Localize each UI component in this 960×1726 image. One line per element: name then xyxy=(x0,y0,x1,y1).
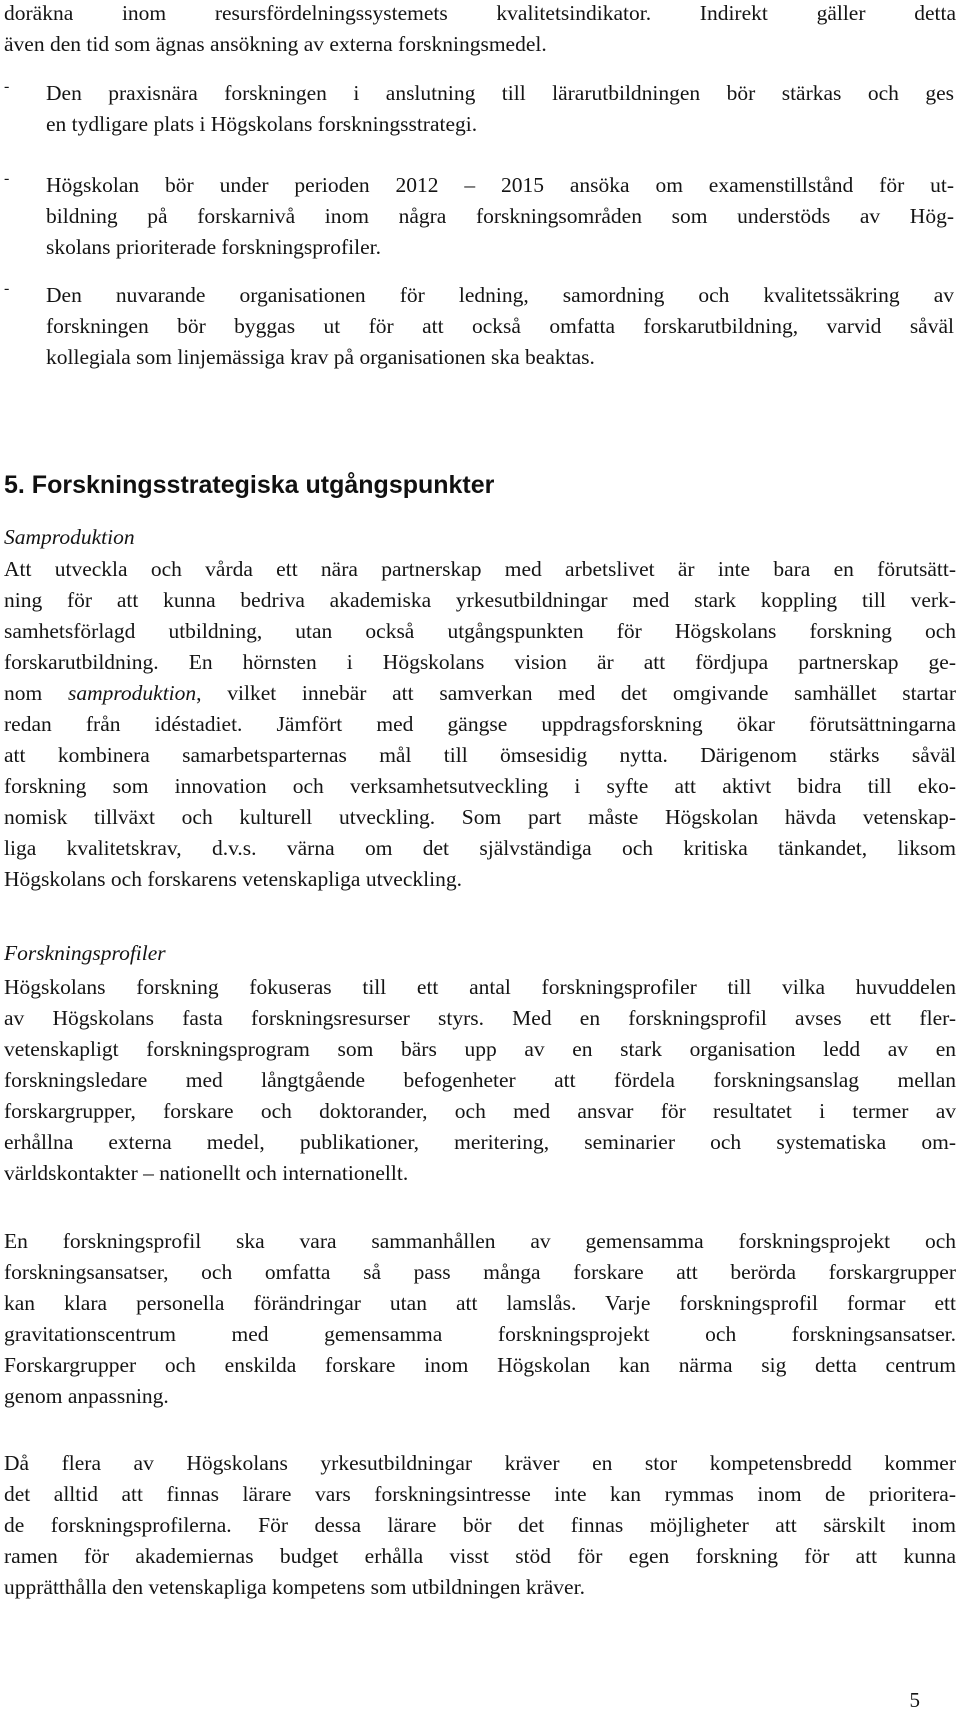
profiler-p1-line-7: världskontakter – nationellt och internationellt. xyxy=(4,1161,409,1185)
bullet-2-line-2: bildning på forskarnivå inom några forskningsområden som understöds av Hög- xyxy=(46,204,954,228)
samproduktion-line-9: nomisk tillväxt och kulturell utveckling. Som part måste Högskolan hävda vetenskap- xyxy=(4,805,956,829)
bullet-dash: - xyxy=(4,78,10,95)
samproduktion-line-6: redan från idéstadiet. Jämfört med gängse uppdragsforskning ökar förutsättningarna xyxy=(4,712,956,736)
profiler-p2-line-6: genom anpassning. xyxy=(4,1384,169,1408)
samproduktion-line-8: forskning som innovation och verksamhetsutveckling i syfte att aktivt bidra till eko- xyxy=(4,774,956,798)
profiler-p2-line-1: En forskningsprofil ska vara sammanhållen av gemensamma forskningsprojekt och xyxy=(4,1229,956,1253)
profiler-p1-line-3: vetenskapligt forskningsprogram som bärs upp av en stark organisation ledd av en xyxy=(4,1037,956,1061)
emphasized-term: samproduktion xyxy=(67,681,197,705)
bullet-2-line-1: Högskolan bör under perioden 2012 – 2015 ansöka om examenstillstånd för ut- xyxy=(46,173,954,197)
forskningsprofiler-paragraph-1 xyxy=(4,972,956,1189)
line-5-prefix: nom xyxy=(4,681,68,705)
profiler-p1-line-6: erhållna externa medel, publikationer, meritering, seminarier och systematiska om- xyxy=(4,1130,956,1154)
profiler-p2-line-3: kan klara personella förändringar utan att lamslås. Varje forskningsprofil formar ett xyxy=(4,1291,956,1315)
profiler-p1-line-2: av Högskolans fasta forskningsresurser styrs. Med en forskningsprofil avses ett fler- xyxy=(4,1006,956,1030)
samproduktion-line-11: Högskolans och forskarens vetenskapliga utveckling. xyxy=(4,867,462,891)
samproduktion-line-1: Att utveckla och vårda ett nära partnerskap med arbetslivet är inte bara en förutsätt- xyxy=(4,557,956,581)
page-number: 5 xyxy=(909,1688,920,1712)
samproduktion-line-7: att kombinera samarbetsparternas mål till ömsesidig nytta. Därigenom stärks såväl xyxy=(4,743,956,767)
samproduktion-paragraph xyxy=(4,554,956,895)
profiler-p3-line-1: Då flera av Högskolans yrkesutbildningar kräver en stor kompetensbredd kommer xyxy=(4,1451,956,1475)
bullet-1-line-2: en tydligare plats i Högskolans forskningsstrategi. xyxy=(46,112,478,136)
samproduktion-line-10: liga kvalitetskrav, d.v.s. värna om det självständiga och kritiska tänkandet, liksom xyxy=(4,836,956,860)
profiler-p3-line-5: upprätthålla den vetenskapliga kompetens som utbildningen kräver. xyxy=(4,1575,585,1599)
bullet-dash: - xyxy=(4,170,10,187)
profiler-p2-line-5: Forskargrupper och enskilda forskare inom Högskolan kan närma sig detta centrum xyxy=(4,1353,956,1377)
samproduktion-line-2: ning för att kunna bedriva akademiska yrkesutbildningar med stark koppling till verk- xyxy=(4,588,956,612)
profiler-p2-line-2: forskningsansatser, och omfatta så pass många forskare att berörda forskargrupper xyxy=(4,1260,956,1284)
profiler-p1-line-5: forskargrupper, forskare och doktorander, och med ansvar för resultatet i termer av xyxy=(4,1099,956,1123)
samproduktion-line-3: samhetsförlagd utbildning, utan också utgångspunkten för Högskolans forskning och xyxy=(4,619,956,643)
bullet-3-line-3: kollegiala som linjemässiga krav på organisationen ska beaktas. xyxy=(46,345,595,369)
bullet-dash: - xyxy=(4,280,10,297)
bullet-item-2 xyxy=(4,170,954,263)
profiler-p3-line-2: det alltid att finnas lärare vars forskningsintresse inte kan rymmas inom de prioritera- xyxy=(4,1482,956,1506)
subheading-samproduktion: Samproduktion xyxy=(4,525,135,549)
samproduktion-line-4: forskarutbildning. En hörnsten i Högskolans vision är att fördjupa partnerskap ge- xyxy=(4,650,956,674)
profiler-p1-line-1: Högskolans forskning fokuseras till ett antal forskningsprofiler till vilka huvuddelen xyxy=(4,975,956,999)
bullet-item-1 xyxy=(4,78,954,140)
bullet-3-line-2: forskningen bör byggas ut för att också omfatta forskarutbildning, varvid såväl xyxy=(46,314,954,338)
profiler-p2-line-4: gravitationscentrum med gemensamma forskningsprojekt och forskningsansatser. xyxy=(4,1322,956,1346)
subheading-forskningsprofiler: Forskningsprofiler xyxy=(4,941,166,965)
forskningsprofiler-paragraph-3 xyxy=(4,1448,956,1603)
line-5-suffix: , vilket innebär att samverkan med det omgivande samhället startar xyxy=(196,681,956,705)
forskningsprofiler-paragraph-2 xyxy=(4,1226,956,1412)
profiler-p1-line-4: forskningsledare med långtgående befogenheter att fördela forskningsanslag mellan xyxy=(4,1068,956,1092)
bullet-2-line-3: skolans prioriterade forskningsprofiler. xyxy=(46,235,381,259)
bullet-3-line-1: Den nuvarande organisationen för ledning, samordning och kvalitetssäkring av xyxy=(46,283,954,307)
bullet-item-3 xyxy=(4,280,954,373)
profiler-p3-line-3: de forskningsprofilerna. För dessa lärare bör det finnas möjligheter att särskilt inom xyxy=(4,1513,956,1537)
intro-line-1: doräkna inom resursfördelningssystemets kvalitetsindikator. Indirekt gäller detta xyxy=(4,1,956,25)
bullet-1-line-1: Den praxisnära forskningen i anslutning till lärarutbildningen bör stärkas och ges xyxy=(46,81,954,105)
intro-line-2: även den tid som ägnas ansökning av externa forskningsmedel. xyxy=(4,32,547,56)
samproduktion-line-5 xyxy=(4,678,956,709)
profiler-p3-line-4: ramen för akademiernas budget erhålla visst stöd för egen forskning för att kunna xyxy=(4,1544,956,1568)
intro-paragraph xyxy=(4,0,956,60)
section-heading: 5. Forskningsstrategiska utgångspunkter xyxy=(4,471,495,499)
